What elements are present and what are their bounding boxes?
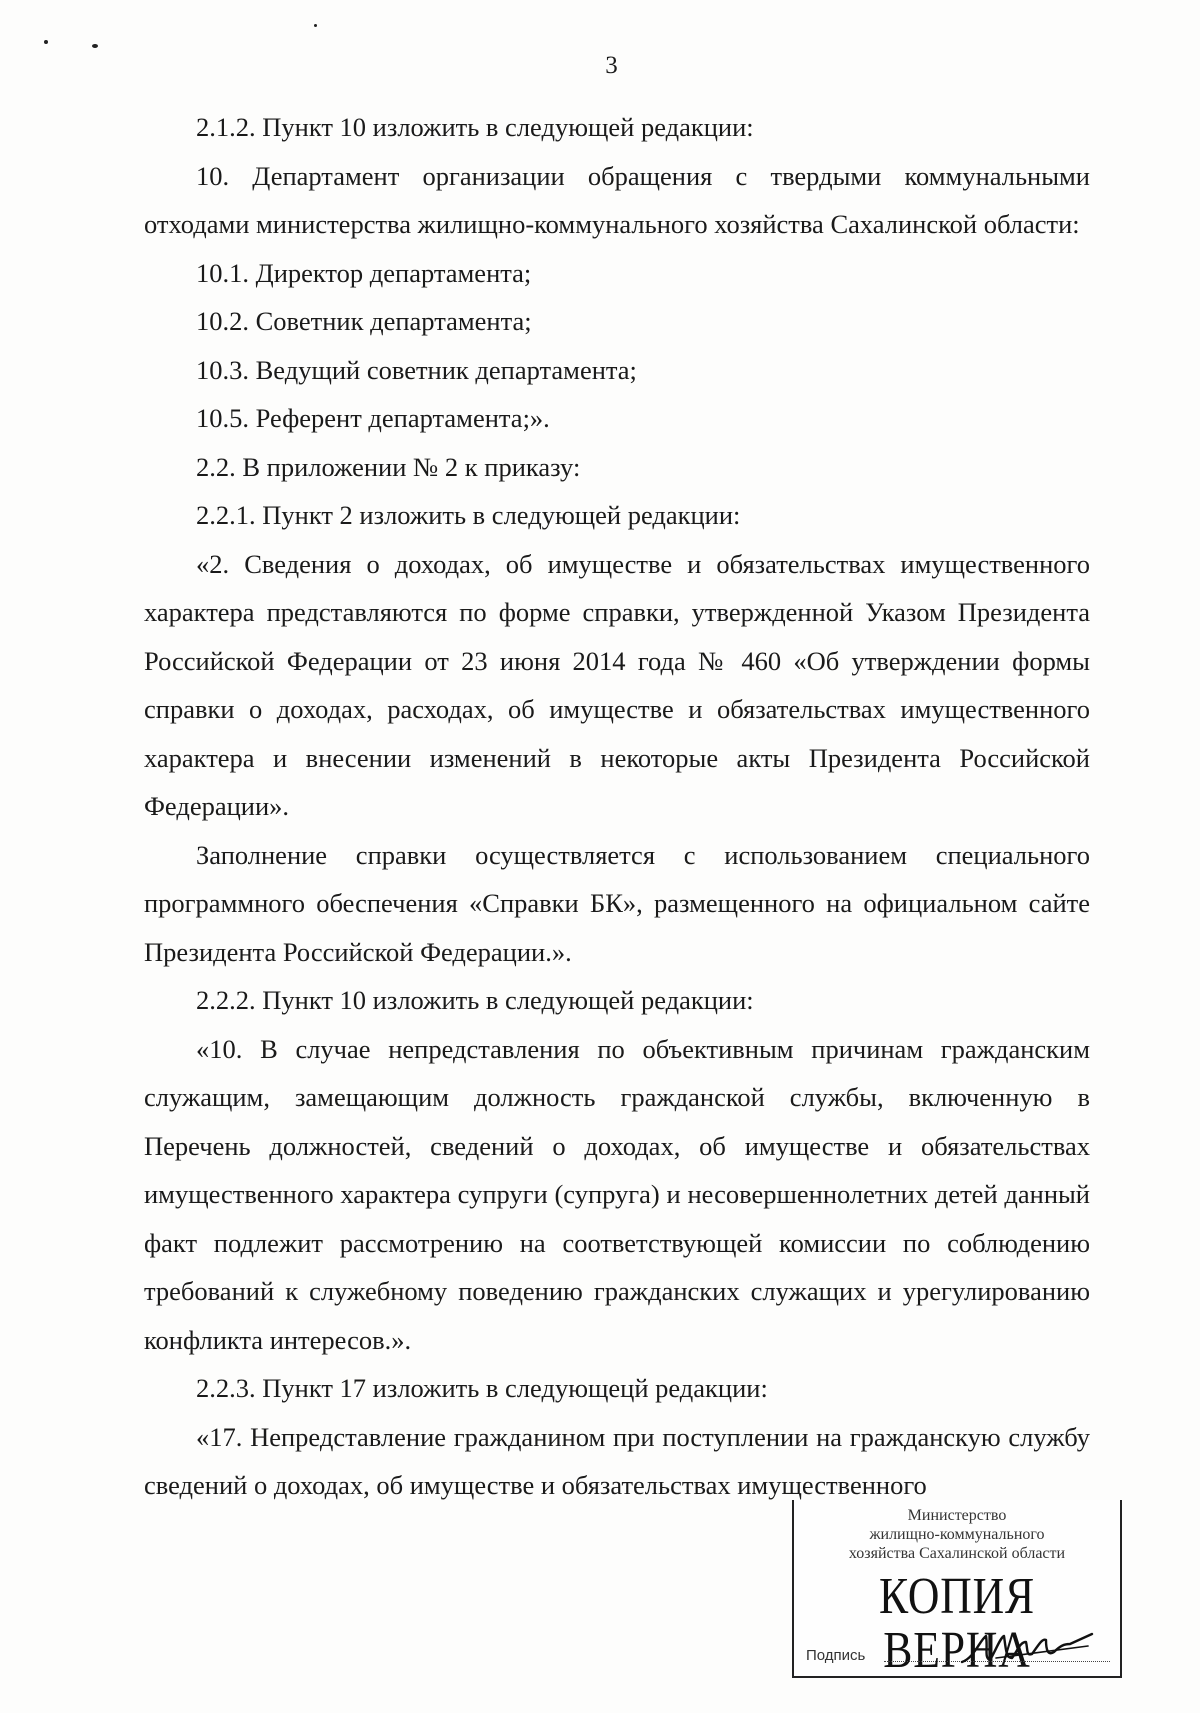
stamp-org-line: хозяйства Сахалинской области [848,1545,1066,1562]
document-body [144,103,1090,1510]
scan-speck [44,40,48,44]
paragraph: 2.1.2. Пункт 10 изложить в следующей редакции: [196,112,754,142]
paragraph: «17. Непредставление гражданином при поступлении на гражданскую службу сведений о доходах, об имуществе и обязательствах имущественного [144,1421,1090,1500]
stamp-org-line: жилищно-коммунального [869,1526,1045,1543]
stamp-signature-label: Подпись [806,1647,866,1664]
certified-copy-stamp [792,1500,1122,1678]
paragraph: 10.1. Директор департамента; [196,257,532,288]
stamp-org-line: Министерство [907,1507,1007,1524]
page-number: 3 [605,52,618,79]
paragraph: 10.5. Референт департамента;». [196,403,550,433]
paragraph: «10. В случае непредставления по объективным причинам гражданским служащим, замещающим должность гражданской службы, включенную в Перечень должностей, сведений о доходах, об имуществе и обязательствах имущественного характера супруги (супруга) и несовершеннолетних детей данный факт подлежит рассмотрению на соответствующей комиссии по соблюдению требований к служебному поведению гражданских служащих и урегулированию конфликта интересов.». [144,1033,1090,1355]
paragraph: 10. Департамент организации обращения с твердыми коммунальными отходами министерства жилищно-коммунального хозяйства Сахалинской области: [144,160,1090,239]
paragraph: 10.2. Советник департамента; [196,306,532,336]
scan-speck [92,44,98,48]
paragraph: Заполнение справки осуществляется с использованием специального программного обеспечения «Справки БК», размещенного на официальном сайте Президента Российской Федерации.». [144,839,1090,967]
paragraph: 2.2.2. Пункт 10 изложить в следующей редакции: [196,985,754,1015]
stamp-organization [794,1506,1120,1563]
paragraph: 10.3. Ведущий советник департамента; [196,354,637,385]
paragraph: 2.2.1. Пункт 2 изложить в следующей редакции: [196,500,741,530]
paragraph: «2. Сведения о доходах, об имуществе и обязательствах имущественного характера представляются по форме справки, утвержденной Указом Президента Российской Федерации от 23 июня 2014 года № 460 «Об утверждении формы справки о доходах, расходах, об имуществе и обязательствах имущественного характера и внесении изменений в некоторые акты Президента Российской Федерации». [144,548,1090,821]
stamp-signature-row [806,1638,1110,1668]
scan-speck [314,24,317,27]
paragraph: 2.2. В приложении № 2 к приказу: [196,451,581,482]
handwritten-signature [956,1628,1096,1668]
stamp-title: КОПИЯ ВЕРНА [878,1568,1036,1679]
paragraph: 2.2.3. Пункт 17 изложить в следующецй редакции: [196,1373,768,1403]
